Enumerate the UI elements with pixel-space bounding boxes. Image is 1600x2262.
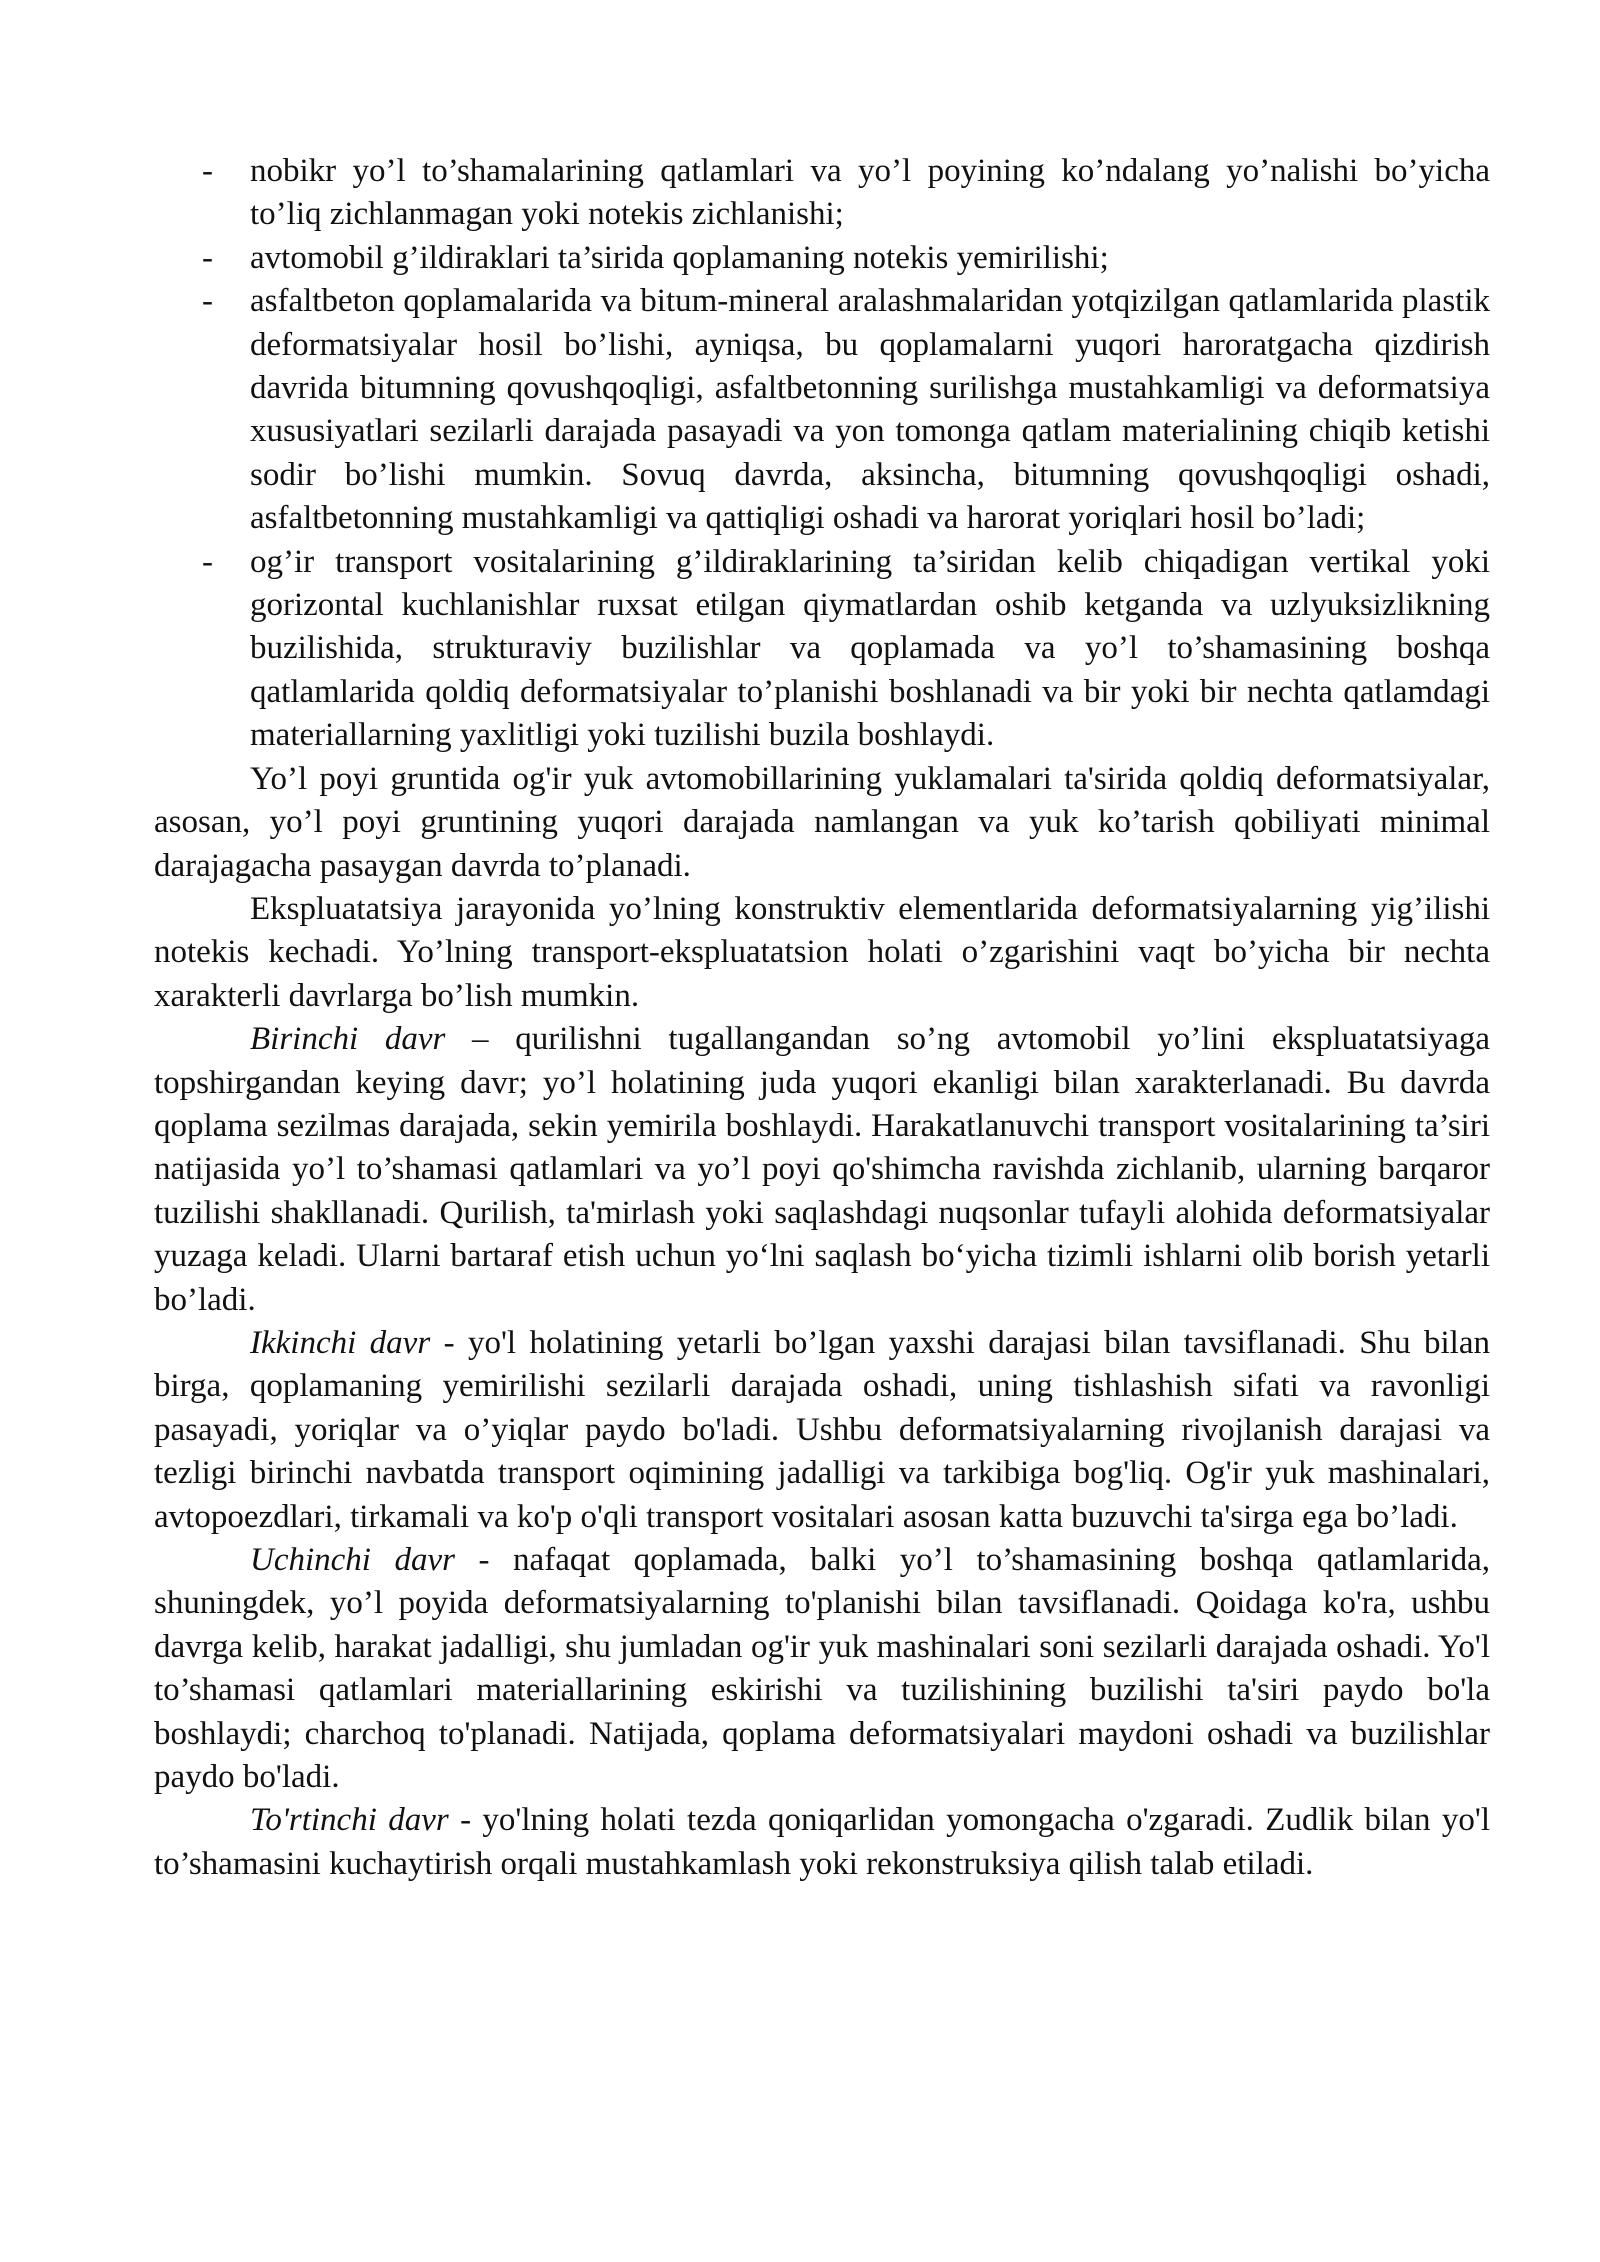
- list-item: [154, 237, 1490, 280]
- paragraph-third-period: [154, 1539, 1490, 1799]
- document-page: [154, 150, 1490, 1886]
- bullet-marker: -: [202, 543, 213, 580]
- paragraph-fourth-period: [154, 1799, 1490, 1886]
- paragraph-operation-periods: Ekspluatatsiya jarayonida yo’lning konstruktiv elementlarida deformatsiyalarning yig’ilishi notekis kechadi. Yo’lning transport-ekspluatatsion holati o’zgarishini vaqt bo’yicha bir nechta xarakterli davrlarga bo’lish mumkin.: [154, 890, 1490, 1014]
- list-item-text: avtomobil g’ildiraklari ta’sirida qoplamaning notekis yemirilishi;: [250, 239, 1109, 276]
- bullet-marker: -: [202, 283, 213, 320]
- list-item-text: asfaltbeton qoplamalarida va bitum-mineral aralashmalaridan yotqizilgan qatlamlarida plastik deformatsiyalar hosil bo’lishi, ayniqsa, bu qoplamalarni yuqori haroratgacha qizdirish davrida bitumning qovushqoqligi, asfaltbetonning surilishga mustahkamligi va deformatsiya xususiyatlari sezilarli darajada pasayadi va yon tomonga qatlam materialining chiqib ketishi sodir bo’lishi mumkin. Sovuq davrda, aksincha, bitumning qovushqoqligi oshadi, asfaltbetonning mustahkamligi va qattiqligi oshadi va harorat yoriqlari hosil bo’ladi;: [250, 283, 1490, 537]
- list-item: [154, 150, 1490, 237]
- deformation-causes-list: [154, 150, 1490, 758]
- period-term: Uchinchi davr: [250, 1542, 455, 1578]
- list-item-text: nobikr yo’l to’shamalarining qatlamlari va yo’l poyining ko’ndalang yo’nalishi bo’yicha to’liq zichlanmagan yoki notekis zichlanishi;: [250, 153, 1490, 233]
- paragraph-roadbed-deformations: Yo’l poyi gruntida og'ir yuk avtomobillarining yuklamalari ta'sirida qoldiq deformatsiyalar, asosan, yo’l poyi gruntining yuqori darajada namlangan va yuk ko’tarish qobiliyati minimal darajagacha pasaygan davrda to’planadi.: [154, 760, 1490, 884]
- period-term: To'rtinchi davr: [250, 1802, 449, 1839]
- period-description: - yo'lning holati tezda qoniqarlidan yomongacha o'zgaradi. Zudlik bilan yo'l to’shamasini kuchaytirish orqali mustahkamlash yoki rekonstruksiya qilish talab etiladi.: [154, 1802, 1490, 1882]
- paragraph-first-period: [154, 1018, 1490, 1322]
- list-item: [154, 280, 1490, 540]
- period-description: – qurilishni tugallangandan so’ng avtomobil yo’lini ekspluatatsiyaga topshirgandan keying davr; yo’l holatining juda yuqori ekanligi bilan xarakterlanadi. Bu davrda qoplama sezilmas darajada, sekin yemirila boshlaydi. Harakatlanuvchi transport vositalarining ta’siri natijasida yo’l to’shamasi qatlamlari va yo’l poyi qo'shimcha ravishda zichlanib, ularning barqaror tuzilishi shakllanadi. Qurilish, ta'mirlash yoki saqlashdagi nuqsonlar tufayli alohida deformatsiyalar yuzaga keladi. Ularni bartaraf etish uchun yo‘lni saqlash bo‘yicha tizimli ishlarni olib borish yetarli bo’ladi.: [154, 1021, 1490, 1318]
- bullet-marker: -: [202, 153, 213, 189]
- period-description: - nafaqat qoplamada, balki yo’l to’shamasining boshqa qatlamlarida, shuningdek, yo’l poyida deformatsiyalarning to'planishi bilan tavsiflanadi. Qoidaga ko'ra, ushbu davrga kelib, harakat jadalligi, shu jumladan og'ir yuk mashinalari soni sezilarli darajada oshadi. Yo'l to’shamasi qatlamlari materiallarining eskirishi va tuzilishining buzilishi ta'siri paydo bo'la boshlaydi; charchoq to'planadi. Natijada, qoplama deformatsiyalari maydoni oshadi va buzilishlar paydo bo'ladi.: [154, 1542, 1491, 1796]
- period-term: Birinchi davr: [250, 1021, 446, 1058]
- list-item-text: og’ir transport vositalarining g’ildiraklarining ta’siridan kelib chiqadigan vertikal yoki gorizontal kuchlanishlar ruxsat etilgan qiymatlardan oshib ketganda va uzlyuksizlikning buzilishida, strukturaviy buzilishlar va qoplamada va yo’l to’shamasining boshqa qatlamlarida qoldiq deformatsiyalar to’planishi boshlanadi va bir yoki bir nechta qatlamdagi materiallarning yaxlitligi yoki tuzilishi buzila boshlaydi.: [250, 543, 1490, 754]
- bullet-marker: -: [202, 239, 213, 276]
- period-term: Ikkinchi davr: [250, 1324, 431, 1361]
- period-description: - yo'l holatining yetarli bo’lgan yaxshi darajasi bilan tavsiflanadi. Shu bilan birga, qoplamaning yemirilishi sezilarli darajada oshadi, uning tishlashish sifati va ravonligi pasayadi, yoriqlar va o’yiqlar paydo bo'ladi. Ushbu deformatsiyalarning rivojlanish darajasi va tezligi birinchi navbatda transport oqimining jadalligi va tarkibiga bog'liq. Og'ir yuk mashinalari, avtopoezdlari, tirkamali va ko'p o'qli transport vositalari asosan katta buzuvchi ta'sirga ega bo’ladi.: [154, 1324, 1490, 1535]
- list-item: [154, 541, 1490, 758]
- paragraph-second-period: [154, 1322, 1490, 1539]
